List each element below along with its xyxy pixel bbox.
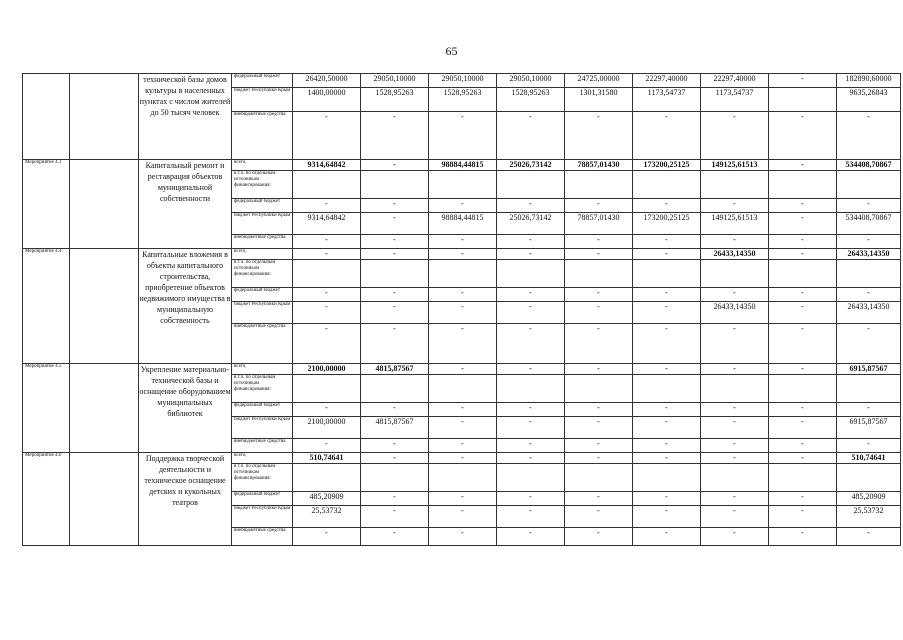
amount-value: - <box>497 199 565 213</box>
amount-value <box>429 375 497 403</box>
total-value <box>837 464 901 492</box>
amount-value: - <box>361 528 429 546</box>
funding-source: внебюджетные средства <box>232 112 293 160</box>
measure-label: Мероприятие 4.3 <box>23 160 70 249</box>
measure-name: Капитальный ремонт и реставрация объектов муниципальной собственности <box>139 160 232 249</box>
amount-value: - <box>769 324 837 364</box>
amount-value: 26433,14350 <box>701 249 769 260</box>
amount-value: - <box>633 112 701 160</box>
amount-value: - <box>361 492 429 506</box>
amount-value: 4815,87567 <box>361 417 429 439</box>
amount-value: - <box>633 249 701 260</box>
funding-source: в т.ч. по отдельным источникам финансирования: <box>232 260 293 288</box>
total-value: 6915,87567 <box>837 364 901 375</box>
amount-value: - <box>361 235 429 249</box>
amount-value: - <box>361 302 429 324</box>
amount-value: - <box>565 249 633 260</box>
amount-value: - <box>769 439 837 453</box>
amount-value <box>633 464 701 492</box>
amount-value: - <box>769 199 837 213</box>
amount-value <box>565 171 633 199</box>
amount-value: - <box>497 528 565 546</box>
amount-value: - <box>633 506 701 528</box>
total-value: 534408,70867 <box>837 213 901 235</box>
amount-value: - <box>769 288 837 302</box>
executor-cell <box>70 160 139 249</box>
amount-value: - <box>293 403 361 417</box>
amount-value <box>361 171 429 199</box>
amount-value <box>769 88 837 112</box>
amount-value: - <box>429 492 497 506</box>
amount-value: - <box>293 249 361 260</box>
table-row <box>23 364 901 375</box>
amount-value: - <box>429 249 497 260</box>
amount-value: - <box>429 112 497 160</box>
amount-value: 173200,25125 <box>633 160 701 171</box>
amount-value: 25,53732 <box>293 506 361 528</box>
total-value <box>837 260 901 288</box>
amount-value <box>497 171 565 199</box>
amount-value: - <box>701 528 769 546</box>
funding-source: бюджет Республики Крым <box>232 417 293 439</box>
amount-value: - <box>429 235 497 249</box>
amount-value: - <box>565 199 633 213</box>
executor-cell <box>70 453 139 546</box>
amount-value: - <box>361 288 429 302</box>
amount-value <box>769 171 837 199</box>
amount-value: - <box>497 403 565 417</box>
amount-value: - <box>769 492 837 506</box>
amount-value: - <box>429 528 497 546</box>
amount-value: 1301,31580 <box>565 88 633 112</box>
amount-value: 1173,54737 <box>633 88 701 112</box>
measure-label <box>23 74 70 160</box>
amount-value: - <box>497 324 565 364</box>
amount-value: - <box>497 235 565 249</box>
total-value: - <box>837 199 901 213</box>
amount-value: - <box>633 492 701 506</box>
amount-value <box>293 375 361 403</box>
amount-value: - <box>565 112 633 160</box>
amount-value: - <box>293 439 361 453</box>
amount-value: - <box>769 249 837 260</box>
total-value: 182890,60000 <box>837 74 901 88</box>
amount-value: 26420,50000 <box>293 74 361 88</box>
amount-value: - <box>361 112 429 160</box>
amount-value: - <box>701 199 769 213</box>
amount-value: 4815,87567 <box>361 364 429 375</box>
amount-value: - <box>701 403 769 417</box>
amount-value: - <box>361 213 429 235</box>
amount-value: - <box>633 364 701 375</box>
amount-value: 78857,01430 <box>565 213 633 235</box>
amount-value: - <box>701 506 769 528</box>
amount-value: - <box>769 403 837 417</box>
amount-value: - <box>565 235 633 249</box>
amount-value: - <box>633 324 701 364</box>
amount-value <box>701 375 769 403</box>
amount-value: - <box>701 439 769 453</box>
funding-source: внебюджетные средства <box>232 324 293 364</box>
amount-value: - <box>633 528 701 546</box>
funding-source: всего, <box>232 160 293 171</box>
amount-value: - <box>565 324 633 364</box>
amount-value: - <box>361 403 429 417</box>
total-value: - <box>837 235 901 249</box>
executor-cell <box>70 249 139 364</box>
amount-value: - <box>565 453 633 464</box>
amount-value: - <box>769 528 837 546</box>
amount-value: - <box>633 453 701 464</box>
amount-value: - <box>497 112 565 160</box>
measure-name: Поддержка творческой деятельности и техническое оснащение детских и кукольных театров <box>139 453 232 546</box>
total-value <box>837 171 901 199</box>
measure-label: Мероприятие 4.4 <box>23 249 70 364</box>
amount-value: - <box>361 249 429 260</box>
amount-value: 485,20909 <box>293 492 361 506</box>
amount-value: - <box>769 506 837 528</box>
amount-value: 1528,95263 <box>497 88 565 112</box>
amount-value: - <box>565 403 633 417</box>
amount-value: - <box>497 417 565 439</box>
funding-source: бюджет Республики Крым <box>232 213 293 235</box>
amount-value: 29050,10000 <box>497 74 565 88</box>
amount-value <box>497 375 565 403</box>
total-value: 26433,14350 <box>837 302 901 324</box>
amount-value: 2100,00000 <box>293 417 361 439</box>
amount-value: - <box>565 492 633 506</box>
amount-value: - <box>565 302 633 324</box>
amount-value <box>361 464 429 492</box>
funding-source: бюджет Республики Крым <box>232 88 293 112</box>
total-value: - <box>837 403 901 417</box>
amount-value: - <box>497 249 565 260</box>
funding-source: всего, <box>232 364 293 375</box>
funding-source: в т.ч. по отдельным источникам финансирования: <box>232 464 293 492</box>
funding-table <box>22 73 901 546</box>
amount-value: 29050,10000 <box>429 74 497 88</box>
total-value: 6915,87567 <box>837 417 901 439</box>
amount-value: - <box>293 199 361 213</box>
table-row <box>23 453 901 464</box>
amount-value: - <box>701 288 769 302</box>
amount-value: - <box>769 302 837 324</box>
funding-source: в т.ч. по отдельным источникам финансирования: <box>232 171 293 199</box>
amount-value: 22297,40000 <box>701 74 769 88</box>
amount-value: - <box>497 453 565 464</box>
amount-value: 9314,64842 <box>293 160 361 171</box>
amount-value <box>769 464 837 492</box>
amount-value: - <box>497 288 565 302</box>
funding-source: федеральный бюджет <box>232 288 293 302</box>
table-row <box>23 74 901 88</box>
amount-value: - <box>769 453 837 464</box>
amount-value: - <box>565 417 633 439</box>
amount-value: - <box>701 492 769 506</box>
amount-value: - <box>293 302 361 324</box>
amount-value: - <box>769 235 837 249</box>
amount-value: - <box>497 364 565 375</box>
amount-value <box>701 464 769 492</box>
amount-value: 1400,00000 <box>293 88 361 112</box>
amount-value: 24725,00000 <box>565 74 633 88</box>
amount-value: - <box>701 235 769 249</box>
amount-value: - <box>361 453 429 464</box>
amount-value: - <box>565 439 633 453</box>
amount-value <box>497 260 565 288</box>
amount-value: - <box>701 364 769 375</box>
amount-value: - <box>701 453 769 464</box>
funding-source: внебюджетные средства <box>232 235 293 249</box>
amount-value <box>293 260 361 288</box>
amount-value: - <box>429 453 497 464</box>
amount-value: - <box>497 439 565 453</box>
funding-source: всего, <box>232 249 293 260</box>
amount-value <box>293 464 361 492</box>
amount-value: - <box>429 439 497 453</box>
funding-source: федеральный бюджет <box>232 199 293 213</box>
amount-value: - <box>361 199 429 213</box>
amount-value: - <box>633 439 701 453</box>
total-value <box>837 375 901 403</box>
amount-value <box>565 375 633 403</box>
amount-value: 22297,40000 <box>633 74 701 88</box>
amount-value: - <box>429 302 497 324</box>
amount-value: - <box>769 160 837 171</box>
amount-value: 98884,44815 <box>429 160 497 171</box>
measure-name: технической базы домов культуры в населенных пунктах с числом жителей до 50 тысяч человек <box>139 74 232 160</box>
amount-value: - <box>293 235 361 249</box>
total-value: 9635,26843 <box>837 88 901 112</box>
amount-value: - <box>769 364 837 375</box>
amount-value: - <box>565 528 633 546</box>
total-value: 25,53732 <box>837 506 901 528</box>
amount-value: - <box>293 112 361 160</box>
amount-value: 29050,10000 <box>361 74 429 88</box>
amount-value: 26433,14350 <box>701 302 769 324</box>
amount-value <box>429 171 497 199</box>
amount-value: - <box>429 199 497 213</box>
amount-value: - <box>769 74 837 88</box>
measure-label: Мероприятие 4.6 <box>23 453 70 546</box>
amount-value: - <box>701 112 769 160</box>
funding-source: бюджет Республики Крым <box>232 506 293 528</box>
amount-value: 1528,95263 <box>361 88 429 112</box>
amount-value: 1173,54737 <box>701 88 769 112</box>
amount-value: 173200,25125 <box>633 213 701 235</box>
amount-value: - <box>361 506 429 528</box>
total-value: - <box>837 288 901 302</box>
total-value: - <box>837 324 901 364</box>
amount-value: - <box>429 324 497 364</box>
funding-source: внебюджетные средства <box>232 439 293 453</box>
amount-value <box>361 260 429 288</box>
amount-value: - <box>429 288 497 302</box>
amount-value: - <box>565 364 633 375</box>
table-row <box>23 160 901 171</box>
funding-source: федеральный бюджет <box>232 492 293 506</box>
amount-value: - <box>769 417 837 439</box>
amount-value: - <box>429 364 497 375</box>
amount-value <box>565 464 633 492</box>
amount-value: 98884,44815 <box>429 213 497 235</box>
amount-value: - <box>293 528 361 546</box>
amount-value <box>633 171 701 199</box>
amount-value <box>361 375 429 403</box>
amount-value: - <box>633 403 701 417</box>
amount-value: - <box>293 324 361 364</box>
amount-value: 25026,73142 <box>497 213 565 235</box>
amount-value: - <box>361 160 429 171</box>
amount-value: - <box>633 302 701 324</box>
total-value: 26433,14350 <box>837 249 901 260</box>
amount-value: 149125,61513 <box>701 213 769 235</box>
amount-value: - <box>633 199 701 213</box>
amount-value: - <box>293 288 361 302</box>
funding-source: бюджет Республики Крым <box>232 302 293 324</box>
amount-value: - <box>701 417 769 439</box>
amount-value: 149125,61513 <box>701 160 769 171</box>
total-value: 485,20909 <box>837 492 901 506</box>
total-value: - <box>837 528 901 546</box>
amount-value: - <box>497 506 565 528</box>
page-number: 65 <box>445 44 458 58</box>
measure-label: Мероприятие 4.5 <box>23 364 70 453</box>
amount-value <box>429 260 497 288</box>
funding-source: федеральный бюджет <box>232 403 293 417</box>
amount-value: 2100,00000 <box>293 364 361 375</box>
amount-value <box>633 375 701 403</box>
amount-value: - <box>361 439 429 453</box>
total-value: 510,74641 <box>837 453 901 464</box>
amount-value <box>769 260 837 288</box>
total-value: 534408,70867 <box>837 160 901 171</box>
amount-value: - <box>565 506 633 528</box>
total-value: - <box>837 439 901 453</box>
amount-value <box>701 260 769 288</box>
funding-source: в т.ч. по отдельным источникам финансирования: <box>232 375 293 403</box>
funding-source: внебюджетные средства <box>232 528 293 546</box>
table-body <box>23 74 901 546</box>
funding-source: федеральный бюджет <box>232 74 293 88</box>
amount-value: - <box>429 417 497 439</box>
amount-value <box>497 464 565 492</box>
amount-value <box>633 260 701 288</box>
amount-value: 25026,73142 <box>497 160 565 171</box>
amount-value: - <box>633 288 701 302</box>
amount-value: 510,74641 <box>293 453 361 464</box>
amount-value: - <box>497 492 565 506</box>
amount-value: - <box>633 235 701 249</box>
amount-value: 78857,01430 <box>565 160 633 171</box>
amount-value <box>429 464 497 492</box>
amount-value: - <box>429 506 497 528</box>
amount-value <box>565 260 633 288</box>
amount-value <box>701 171 769 199</box>
amount-value: - <box>565 288 633 302</box>
amount-value: 9314,64842 <box>293 213 361 235</box>
amount-value <box>293 171 361 199</box>
amount-value: - <box>701 324 769 364</box>
total-value: - <box>837 112 901 160</box>
funding-source: всего, <box>232 453 293 464</box>
table-row <box>23 249 901 260</box>
amount-value: 1528,95263 <box>429 88 497 112</box>
amount-value: - <box>429 403 497 417</box>
executor-cell <box>70 364 139 453</box>
amount-value: - <box>497 302 565 324</box>
amount-value: - <box>633 417 701 439</box>
measure-name: Капитальные вложения в объекты капитального строительства, приобретение объектов недвижимого имущества в муниципальную собственность <box>139 249 232 364</box>
measure-name: Укрепление материально-технической базы и оснащение оборудованием муниципальных библиотек <box>139 364 232 453</box>
amount-value: - <box>361 324 429 364</box>
amount-value: - <box>769 112 837 160</box>
amount-value: - <box>769 213 837 235</box>
executor-cell <box>70 74 139 160</box>
amount-value <box>769 375 837 403</box>
